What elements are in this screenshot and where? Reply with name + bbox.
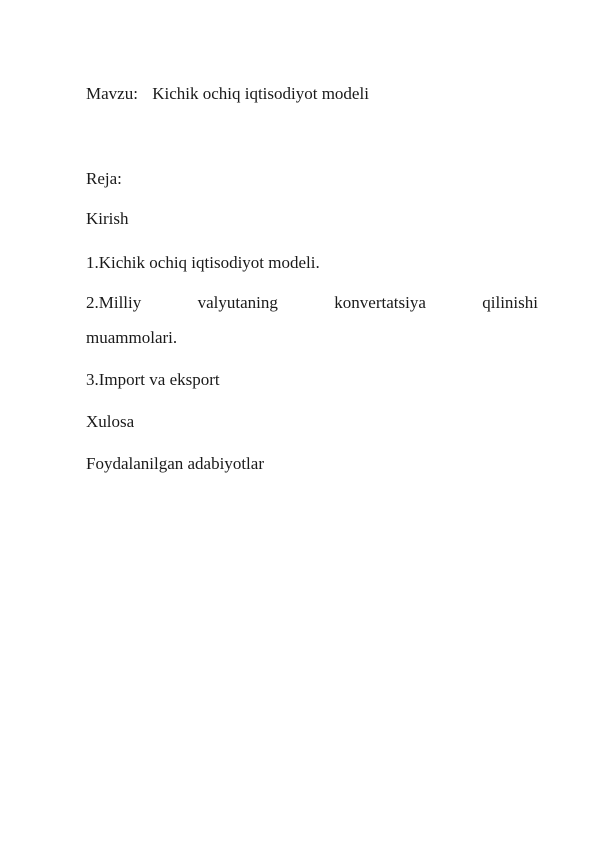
plan-item-2-word: valyutaning [197, 293, 278, 312]
plan-item-3: 3.Import va eksport [86, 370, 220, 389]
plan-item-2-word: qilinishi [482, 293, 538, 312]
plan-item-2-word: 2.Milliy [86, 293, 142, 312]
plan-item-2 [86, 293, 538, 313]
plan-item-2-word: konvertatsiya [334, 293, 426, 312]
plan-item-conclusion: Xulosa [86, 412, 135, 431]
plan-item-1: 1.Kichik ochiq iqtisodiyot modeli. [86, 253, 320, 272]
plan-item-references: Foydalanilgan adabiyotlar [86, 454, 264, 473]
plan-item-intro: Kirish [86, 209, 129, 228]
plan-item-2-continuation: muammolari. [86, 328, 178, 347]
plan-title: Reja: [86, 169, 122, 188]
topic-label: Mavzu: [86, 84, 138, 103]
topic-title: Kichik ochiq iqtisodiyot modeli [152, 84, 369, 103]
topic-line [86, 84, 369, 104]
